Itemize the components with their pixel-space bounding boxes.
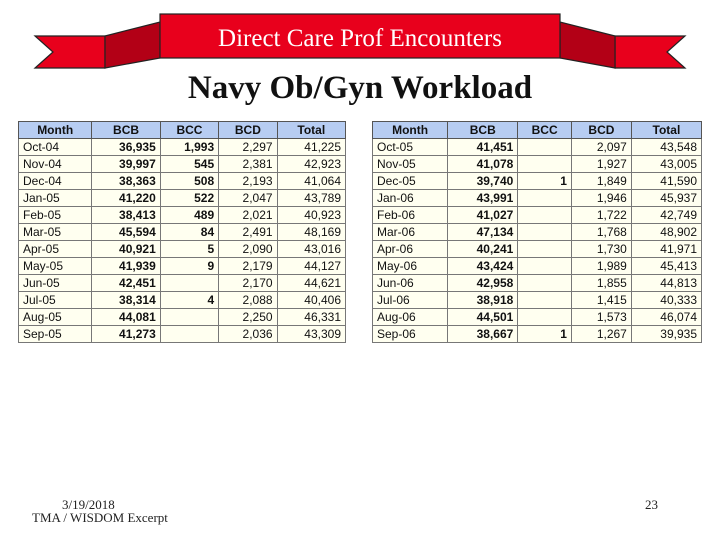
cell-bcd: 1,267: [571, 326, 631, 343]
column-header-total: Total: [631, 122, 701, 139]
cell-bcd: 1,730: [571, 241, 631, 258]
cell-bcc: [518, 224, 572, 241]
cell-month: Aug-06: [373, 309, 448, 326]
cell-bcb: 42,958: [448, 275, 518, 292]
cell-bcd: 2,250: [219, 309, 277, 326]
cell-total: 41,590: [631, 173, 701, 190]
column-header-bcb: BCB: [92, 122, 160, 139]
table-row: [373, 190, 702, 207]
cell-month: Jun-06: [373, 275, 448, 292]
cell-bcd: 2,297: [219, 139, 277, 156]
table-row: [19, 309, 346, 326]
cell-total: 41,225: [277, 139, 345, 156]
cell-bcc: [518, 156, 572, 173]
cell-total: 44,813: [631, 275, 701, 292]
cell-bcc: [160, 309, 218, 326]
table-row: [373, 258, 702, 275]
cell-bcc: [160, 326, 218, 343]
cell-bcb: 45,594: [92, 224, 160, 241]
table-row: [19, 173, 346, 190]
table-row: [19, 139, 346, 156]
cell-month: Oct-05: [373, 139, 448, 156]
cell-bcb: 47,134: [448, 224, 518, 241]
cell-total: 45,937: [631, 190, 701, 207]
cell-bcb: 43,991: [448, 190, 518, 207]
cell-total: 41,971: [631, 241, 701, 258]
cell-month: Dec-04: [19, 173, 92, 190]
cell-total: 44,127: [277, 258, 345, 275]
column-header-bcd: BCD: [219, 122, 277, 139]
cell-total: 48,169: [277, 224, 345, 241]
cell-bcd: 1,946: [571, 190, 631, 207]
cell-bcd: 1,415: [571, 292, 631, 309]
cell-total: 43,005: [631, 156, 701, 173]
cell-bcd: 2,047: [219, 190, 277, 207]
cell-month: May-05: [19, 258, 92, 275]
cell-total: 39,935: [631, 326, 701, 343]
cell-bcb: 38,363: [92, 173, 160, 190]
column-header-bcd: BCD: [571, 122, 631, 139]
slide-title: Navy Ob/Gyn Workload: [187, 70, 533, 106]
table-row: [373, 309, 702, 326]
cell-month: Nov-04: [19, 156, 92, 173]
cell-total: 43,309: [277, 326, 345, 343]
cell-month: Apr-06: [373, 241, 448, 258]
cell-total: 44,621: [277, 275, 345, 292]
cell-bcb: 41,027: [448, 207, 518, 224]
table-row: [19, 190, 346, 207]
cell-bcc: [518, 309, 572, 326]
column-header-month: Month: [19, 122, 92, 139]
cell-bcb: 41,451: [448, 139, 518, 156]
cell-bcc: 84: [160, 224, 218, 241]
cell-bcb: 38,918: [448, 292, 518, 309]
table-row: [373, 173, 702, 190]
banner-title: Direct Care Prof Encounters: [218, 25, 502, 52]
cell-total: 40,333: [631, 292, 701, 309]
column-header-bcc: BCC: [160, 122, 218, 139]
cell-month: Apr-05: [19, 241, 92, 258]
table-header-row: [373, 122, 702, 139]
cell-total: 40,923: [277, 207, 345, 224]
workload-table-fy05: [18, 121, 346, 343]
cell-bcd: 2,193: [219, 173, 277, 190]
cell-bcd: 2,179: [219, 258, 277, 275]
cell-bcc: 489: [160, 207, 218, 224]
cell-bcc: [518, 207, 572, 224]
cell-bcb: 38,667: [448, 326, 518, 343]
cell-bcc: [518, 190, 572, 207]
cell-month: Jul-06: [373, 292, 448, 309]
cell-month: Oct-04: [19, 139, 92, 156]
cell-month: Mar-06: [373, 224, 448, 241]
cell-bcc: 508: [160, 173, 218, 190]
table-row: [373, 156, 702, 173]
cell-bcc: 1,993: [160, 139, 218, 156]
cell-bcd: 1,849: [571, 173, 631, 190]
table-header-row: [19, 122, 346, 139]
cell-total: 48,902: [631, 224, 701, 241]
cell-bcd: 2,088: [219, 292, 277, 309]
column-header-month: Month: [373, 122, 448, 139]
cell-bcd: 2,170: [219, 275, 277, 292]
table-row: [19, 258, 346, 275]
cell-bcb: 44,081: [92, 309, 160, 326]
column-header-total: Total: [277, 122, 345, 139]
table-row: [19, 275, 346, 292]
table-row: [373, 224, 702, 241]
table-row: [373, 207, 702, 224]
cell-bcd: 2,021: [219, 207, 277, 224]
cell-bcb: 36,935: [92, 139, 160, 156]
cell-bcc: [518, 275, 572, 292]
cell-bcd: 2,090: [219, 241, 277, 258]
cell-bcb: 38,314: [92, 292, 160, 309]
cell-bcc: 1: [518, 173, 572, 190]
table-row: [19, 326, 346, 343]
cell-bcc: 545: [160, 156, 218, 173]
cell-month: Mar-05: [19, 224, 92, 241]
cell-bcd: 2,097: [571, 139, 631, 156]
cell-bcc: 522: [160, 190, 218, 207]
table-row: [373, 326, 702, 343]
table-row: [19, 292, 346, 309]
cell-total: 46,331: [277, 309, 345, 326]
cell-total: 43,789: [277, 190, 345, 207]
cell-month: Feb-06: [373, 207, 448, 224]
table-body: [373, 139, 702, 343]
cell-bcd: 1,768: [571, 224, 631, 241]
cell-month: Nov-05: [373, 156, 448, 173]
cell-month: Jan-06: [373, 190, 448, 207]
cell-total: 46,074: [631, 309, 701, 326]
cell-bcb: 40,921: [92, 241, 160, 258]
cell-bcc: [518, 241, 572, 258]
table-row: [19, 224, 346, 241]
cell-bcd: 2,491: [219, 224, 277, 241]
cell-bcb: 41,078: [448, 156, 518, 173]
cell-bcc: 9: [160, 258, 218, 275]
workload-table-fy06: [372, 121, 702, 343]
cell-month: Sep-05: [19, 326, 92, 343]
table-row: [373, 139, 702, 156]
table-row: [19, 207, 346, 224]
cell-bcb: 38,413: [92, 207, 160, 224]
table-row: [373, 275, 702, 292]
cell-bcb: 43,424: [448, 258, 518, 275]
cell-bcd: 1,722: [571, 207, 631, 224]
cell-bcd: 1,989: [571, 258, 631, 275]
cell-total: 43,016: [277, 241, 345, 258]
cell-bcc: [518, 292, 572, 309]
cell-bcb: 41,273: [92, 326, 160, 343]
cell-bcc: 5: [160, 241, 218, 258]
table-row: [373, 292, 702, 309]
page-number: 23: [645, 497, 658, 512]
cell-total: 43,548: [631, 139, 701, 156]
cell-bcd: 1,855: [571, 275, 631, 292]
cell-total: 40,406: [277, 292, 345, 309]
cell-month: May-06: [373, 258, 448, 275]
footer-date: 3/19/2018: [62, 497, 115, 512]
cell-month: Jun-05: [19, 275, 92, 292]
table-row: [19, 241, 346, 258]
column-header-bcb: BCB: [448, 122, 518, 139]
cell-total: 42,923: [277, 156, 345, 173]
cell-bcb: 44,501: [448, 309, 518, 326]
cell-bcb: 39,740: [448, 173, 518, 190]
cell-total: 42,749: [631, 207, 701, 224]
table-row: [19, 156, 346, 173]
cell-total: 41,064: [277, 173, 345, 190]
column-header-bcc: BCC: [518, 122, 572, 139]
cell-bcd: 1,573: [571, 309, 631, 326]
cell-bcb: 40,241: [448, 241, 518, 258]
cell-bcb: 42,451: [92, 275, 160, 292]
cell-bcd: 2,036: [219, 326, 277, 343]
cell-bcc: [160, 275, 218, 292]
cell-bcc: [518, 139, 572, 156]
cell-bcb: 41,220: [92, 190, 160, 207]
cell-month: Sep-06: [373, 326, 448, 343]
table-body: [19, 139, 346, 343]
cell-month: Feb-05: [19, 207, 92, 224]
table-row: [373, 241, 702, 258]
cell-month: Dec-05: [373, 173, 448, 190]
cell-month: Jul-05: [19, 292, 92, 309]
footer-source: TMA / WISDOM Excerpt: [32, 510, 168, 525]
cell-month: Jan-05: [19, 190, 92, 207]
cell-bcb: 39,997: [92, 156, 160, 173]
cell-bcd: 2,381: [219, 156, 277, 173]
cell-bcc: [518, 258, 572, 275]
cell-bcc: 1: [518, 326, 572, 343]
cell-bcd: 1,927: [571, 156, 631, 173]
cell-total: 45,413: [631, 258, 701, 275]
cell-month: Aug-05: [19, 309, 92, 326]
cell-bcc: 4: [160, 292, 218, 309]
cell-bcb: 41,939: [92, 258, 160, 275]
